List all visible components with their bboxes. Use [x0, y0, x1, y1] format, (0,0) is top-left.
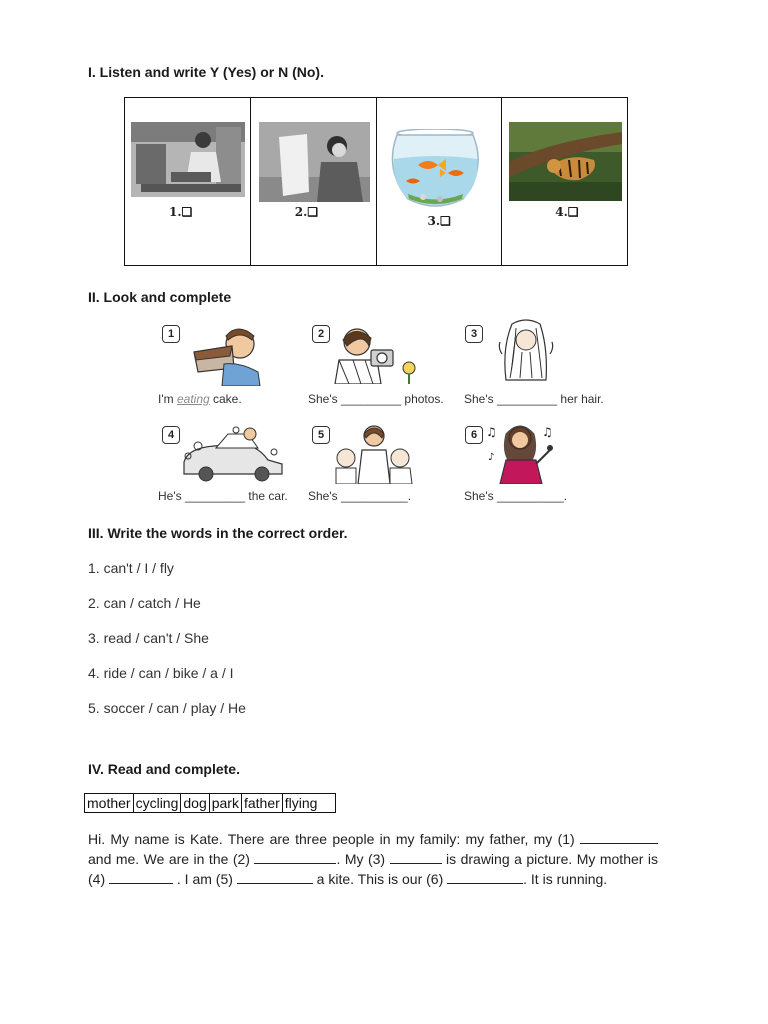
blank-3[interactable] [390, 851, 442, 864]
blank-6[interactable] [447, 871, 523, 884]
item-4-label: 4.❏ [555, 205, 579, 219]
svg-text:♫: ♫ [542, 425, 553, 439]
word-mother: mother [85, 794, 134, 812]
blank-2[interactable] [254, 851, 336, 864]
picture-number-4: 4 [162, 426, 180, 444]
listen-cell-3 [377, 98, 503, 265]
word-bank [84, 793, 336, 813]
word-father: father [242, 794, 283, 812]
item-3-label: 3.❏ [427, 214, 451, 228]
item-1-label: 1.❏ [169, 205, 193, 219]
svg-text:♪: ♪ [488, 452, 495, 463]
picture-number-1: 1 [162, 325, 180, 343]
girl-singing-icon [484, 420, 560, 484]
word-dog: dog [181, 794, 209, 812]
word-flying: flying [284, 795, 318, 811]
sentence-1: I'm eating cake. [158, 392, 242, 406]
boy-washing-car-icon [178, 426, 290, 484]
svg-text:♫: ♫ [486, 425, 497, 439]
section2-heading: II. Look and complete [88, 289, 232, 305]
boy-eating-cake-icon [188, 322, 268, 386]
sentence-3: She's _________ her hair. [464, 392, 604, 406]
answer-4[interactable]: _________ [184, 489, 246, 503]
order-item-5: 5. soccer / can / play / He [88, 700, 246, 716]
listen-table [124, 97, 628, 266]
answer-3[interactable]: _________ [496, 392, 558, 406]
answer-5[interactable]: __________ [340, 489, 408, 503]
sentence-6: She's __________. [464, 489, 568, 503]
section1-heading: I. Listen and write Y (Yes) or N (No). [88, 64, 324, 80]
reading-paragraph: Hi. My name is Kate. There are three people in my family: my father, my (1) and me. We are in the (2) . My (3) is drawing a picture. My mother is (4) . I am (5) a kite. This is our (6) . It is running. [88, 831, 659, 887]
answer-1[interactable]: eating [176, 392, 210, 406]
word-cycling: cycling [134, 794, 182, 812]
sentence-2: She's _________ photos. [308, 392, 444, 406]
girl-brushing-hair-icon [496, 318, 556, 382]
answer-6[interactable]: __________ [496, 489, 564, 503]
blank-4[interactable] [109, 871, 173, 884]
picture-number-3: 3 [465, 325, 483, 343]
picture-number-5: 5 [312, 426, 330, 444]
order-item-4: 4. ride / can / bike / a / I [88, 665, 234, 681]
section4-heading: IV. Read and complete. [88, 761, 240, 777]
fishbowl-image [388, 129, 483, 209]
listen-cell-4 [502, 98, 627, 265]
order-item-2: 2. can / catch / He [88, 595, 201, 611]
listen-cell-1 [125, 98, 251, 265]
girl-painting-image [259, 122, 370, 202]
blank-5[interactable] [237, 871, 313, 884]
girl-taking-photos-icon [333, 322, 423, 384]
girls-talking-icon [334, 422, 414, 484]
tiger-image [509, 122, 622, 201]
girl-reading-image [131, 122, 245, 197]
blank-1[interactable] [580, 831, 658, 844]
sentence-5: She's __________. [308, 489, 412, 503]
listen-cell-2 [251, 98, 377, 265]
item-2-label: 2.❏ [294, 205, 319, 219]
order-item-1: 1. can't / I / fly [88, 560, 174, 576]
sentence-4: He's _________ the car. [158, 489, 288, 503]
section3-heading: III. Write the words in the correct order. [88, 525, 348, 541]
word-park: park [210, 794, 242, 812]
answer-2[interactable]: _________ [340, 392, 402, 406]
order-item-3: 3. read / can't / She [88, 630, 209, 646]
picture-number-2: 2 [312, 325, 330, 343]
picture-number-6: 6 [465, 426, 483, 444]
